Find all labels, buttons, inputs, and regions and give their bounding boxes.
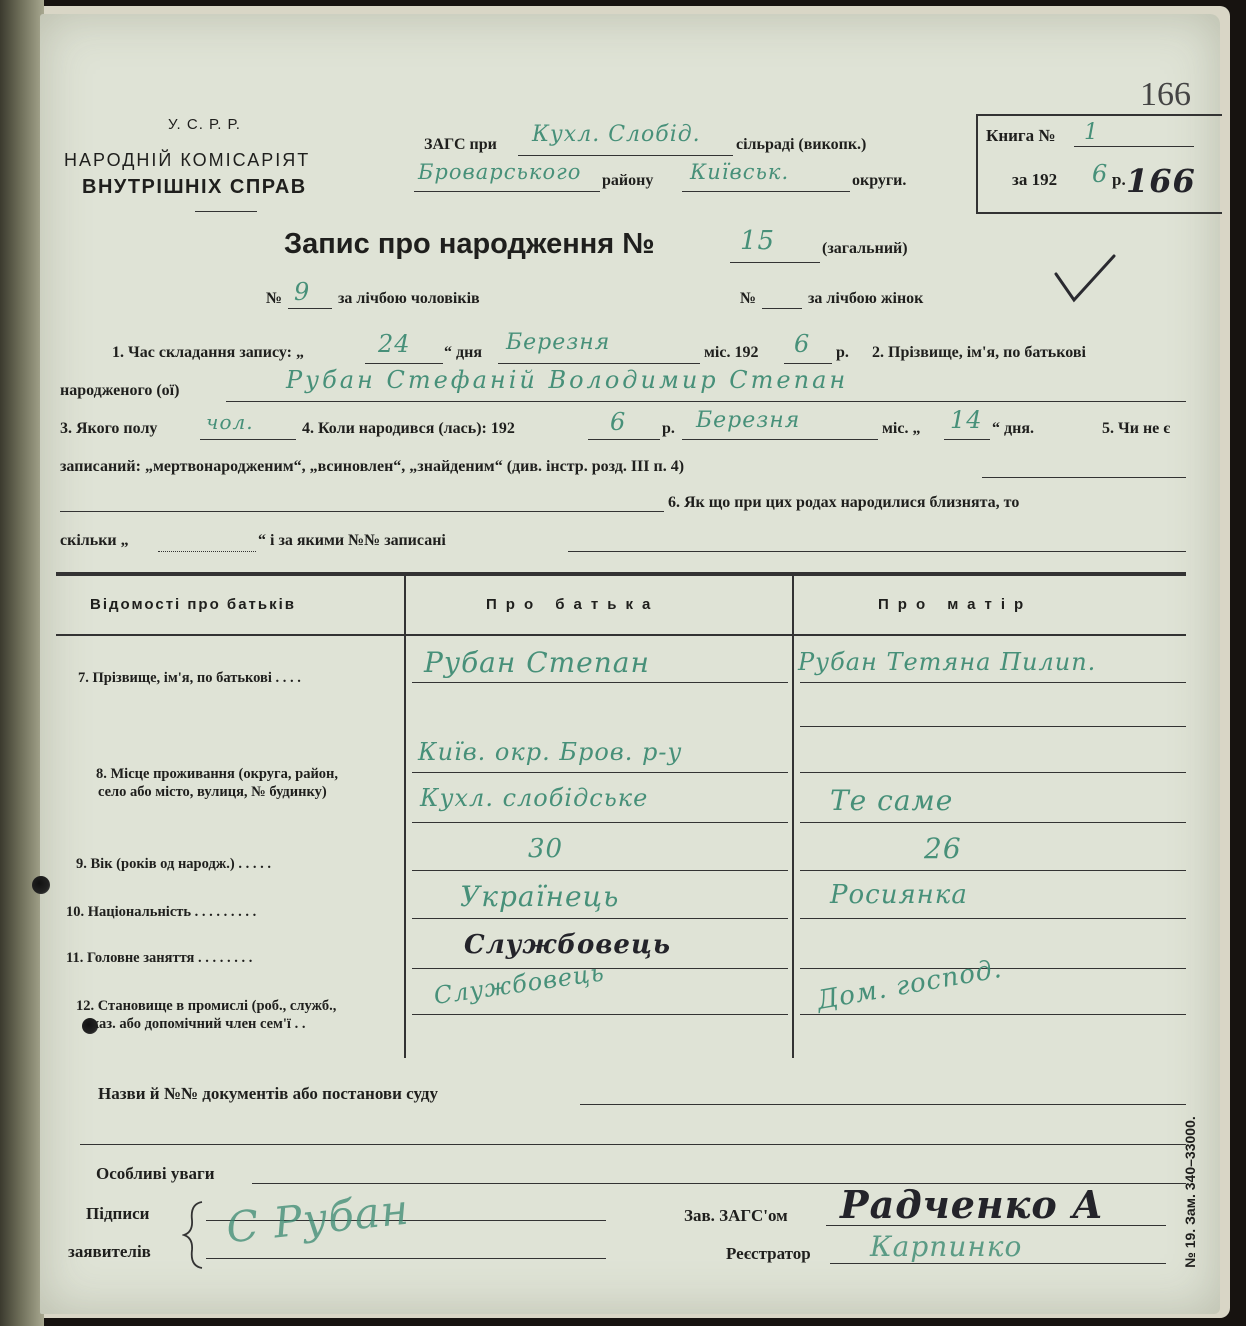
field4-day-suffix: “ дня. [992,420,1034,437]
header-divider [195,211,257,212]
field1-month-line [498,363,700,364]
book-no-line [1074,146,1194,147]
registrar-signature-line [830,1263,1166,1264]
left-binding [0,0,44,1326]
row-rule [800,726,1186,727]
row10-label: 10. Національність . . . . . . . . . [66,904,257,920]
title-suffix: (загальний) [822,240,908,257]
father-residence-handwritten: Київ. окр. Бров. р-у [418,738,683,766]
district-line [414,191,600,192]
field3-sex-handwritten: чол. [206,410,254,434]
field4-year-line [588,439,660,440]
applicant-signature: С Рубан [223,1184,412,1253]
brace-icon [182,1200,206,1270]
field6-cont-prefix: скільки „ [60,532,129,549]
field4-day-prefix: міс. „ [882,420,921,437]
record-title: Запис про народження № [284,228,655,260]
table-col-divider [404,576,406,1058]
book-year-handwritten: 6 [1092,160,1109,188]
field6-cont-mid: “ і за якими №№ записані [258,532,446,549]
table-header-rule [56,634,1186,636]
father-residence2-handwritten: Кухл. слобідське [420,784,649,812]
book-corner-handwritten: 166 [1126,162,1196,200]
district-handwritten: Броварського [418,160,582,184]
field2-name-handwritten: Рубан Стефаній Володимир Степан [286,366,849,394]
row-rule [412,822,788,823]
book-year-prefix: за 192 [1012,170,1058,189]
documents-line [580,1104,1186,1105]
field1-year-prefix: міс. 192 [704,344,759,361]
header-ussr: У. С. Р. Р. [168,116,241,133]
field4-year-suffix: р. [662,420,675,437]
field3-label: 3. Якого полу [60,420,158,437]
mother-name-handwritten: Рубан Тетяна Пилип. [798,648,1097,676]
female-no-line [762,308,802,309]
male-count-label: за лічбою чоловіків [338,290,480,307]
father-nationality-handwritten: Українець [460,880,620,913]
birth-record-form [40,14,1220,1314]
head-signature: Радченко А [840,1182,1104,1227]
head-label: Зав. ЗАГС'ом [684,1206,788,1225]
row-rule [800,918,1186,919]
row-rule [412,682,788,683]
checkmark-icon [1050,250,1120,306]
field1-day-suffix: “ дня [444,344,482,361]
row-rule [412,772,788,773]
row-rule [412,870,788,871]
documents-line-2 [80,1144,1186,1145]
field1-year-line [784,363,832,364]
field1-year-handwritten: 6 [794,330,811,358]
father-name-handwritten: Рубан Степан [424,646,650,679]
field2-cont-label: народженого (ої) [60,382,180,399]
row8-label: 8. Місце проживання (округа, район, [96,766,339,782]
field6-label: 6. Як що при цих родах народилися близнята, то [668,494,1020,511]
field2-label: 2. Прізвище, ім'я, по батькові [872,344,1086,361]
signatures-label-2: заявителів [68,1242,151,1261]
signatures-label: Підписи [86,1204,150,1223]
row12-label2: хаз. або допомічний член сем'ї . . [92,1016,306,1032]
field4-label: 4. Коли народився (лась): 192 [302,420,515,437]
field5-cont: записаний: „мертвонародженим“, „всиновлен“, „знайденим“ (див. інстр. розд. III п. 4) [60,458,685,475]
okrug-handwritten: Київськ. [690,160,790,184]
punch-hole [32,876,50,894]
documents-label: Назви й №№ документів або постанови суду [98,1084,438,1103]
father-age-handwritten: 30 [528,834,564,864]
row9-label: 9. Вік (років од народж.) . . . . . [76,856,272,872]
zags-suffix: сільраді (викопк.) [736,136,867,153]
book-year-suffix: р. [1112,170,1126,189]
registrar-label: Реєстратор [726,1244,811,1263]
title-number-line [730,262,820,263]
male-no-label: № [266,290,283,307]
field6-numbers-line [568,551,1186,552]
table-header-info: Відомості про батьків [90,596,296,613]
field1-label: 1. Час складання запису: „ [112,344,304,361]
field1-year-suffix: р. [836,344,849,361]
signature-line-2 [206,1258,606,1259]
row11-label: 11. Головне заняття . . . . . . . . [66,950,253,966]
title-number-handwritten: 15 [740,226,776,256]
field4-month-handwritten: Березня [696,408,801,433]
okrug-label: округи. [852,172,907,189]
print-order-number: № 19. Зам. 340–33000. [1182,1116,1198,1268]
table-col-divider [792,576,794,1058]
table-top-rule [56,572,1186,576]
field5-line [982,477,1186,478]
book-no-handwritten: 1 [1084,120,1099,145]
row-rule [800,870,1186,871]
mother-status-handwritten: Дом. господ. [814,953,1005,1016]
district-label: району [602,172,654,189]
row-rule [412,1014,788,1015]
registrar-signature: Карпинко [870,1230,1023,1263]
page-number: 166 [1140,76,1191,113]
field4-day-handwritten: 14 [950,406,983,434]
zags-prefix: ЗАГС при [424,136,497,153]
row8-label2: село або місто, вулиця, № будинку) [98,784,327,800]
field4-year-handwritten: 6 [610,408,627,436]
field2-name-line [226,401,1186,402]
zags-village-line [518,155,733,156]
header-commissariat: НАРОДНІЙ КОМІСАРІЯТ [64,150,311,170]
male-no-line [288,308,332,309]
mother-residence-handwritten: Те саме [830,784,954,817]
okrug-line [682,191,850,192]
zags-village-handwritten: Кухл. Слобід. [532,122,701,147]
female-count-label: за лічбою жінок [808,290,924,307]
field4-month-line [682,439,878,440]
mother-nationality-handwritten: Росиянка [830,880,968,910]
row-rule [800,1014,1186,1015]
field4-day-line [944,439,990,440]
row-rule [800,772,1186,773]
field1-day-line [365,363,443,364]
book-label: Книга № [986,126,1056,145]
father-status-handwritten: Службовець [432,958,607,1010]
field3-sex-line [200,439,296,440]
table-header-father: Про батька [486,596,660,613]
father-occupation-handwritten: Службовець [464,930,671,960]
mother-age-handwritten: 26 [924,832,962,865]
notes-label: Особливі уваги [96,1164,215,1183]
male-no-handwritten: 9 [294,278,311,306]
female-no-label: № [740,290,757,307]
row-rule [412,918,788,919]
row-rule [800,682,1186,683]
table-header-mother: Про матір [878,596,1033,613]
row7-label: 7. Прізвище, ім'я, по батькові . . . . [78,670,301,686]
field1-day-handwritten: 24 [378,330,411,358]
field5-label: 5. Чи не є [1102,420,1171,437]
field5-cont-line [60,511,664,512]
field6-count-line [158,551,256,552]
header-internal-affairs: ВНУТРІШНІХ СПРАВ [82,176,307,198]
row-rule [800,822,1186,823]
field1-month-handwritten: Березня [506,330,611,355]
row12-label: 12. Становище в промислі (роб., служб., [76,998,337,1014]
